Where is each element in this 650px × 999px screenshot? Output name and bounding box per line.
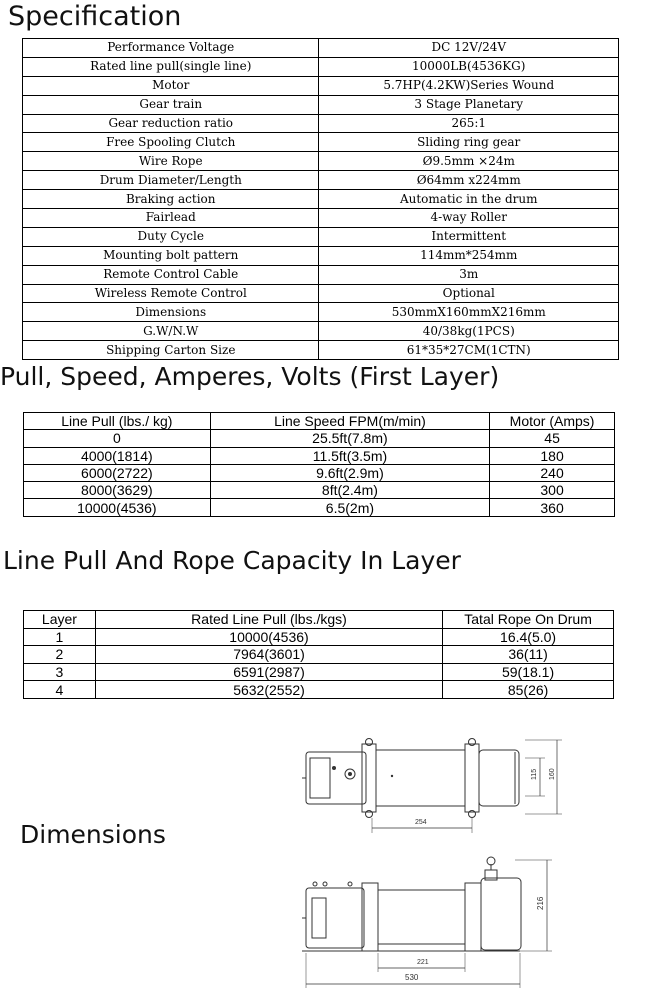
rope-capacity-title: Line Pull And Rope Capacity In Layer: [3, 546, 461, 575]
motor-amps-cell: 360: [490, 499, 615, 516]
spec-label: Duty Cycle: [23, 227, 319, 246]
spec-row: [23, 322, 619, 341]
table-header-row: [24, 413, 615, 430]
spec-label: Motor: [23, 76, 319, 95]
total-rope-cell: 16.4(5.0): [443, 628, 614, 646]
spec-row: [23, 39, 619, 58]
side-view-height-label: 216: [536, 896, 545, 910]
spec-row: [23, 133, 619, 152]
table-row: [24, 482, 615, 499]
header-rated-line-pull: Rated Line Pull (lbs./kgs): [95, 611, 442, 629]
spec-value: Ø64mm x224mm: [319, 171, 619, 190]
spec-value: Automatic in the drum: [319, 190, 619, 209]
spec-label: Performance Voltage: [23, 39, 319, 58]
rated-line-pull-cell: 5632(2552): [95, 681, 442, 699]
spec-label: Free Spooling Clutch: [23, 133, 319, 152]
motor-amps-cell: 240: [490, 464, 615, 481]
spec-row: [23, 227, 619, 246]
spec-row: [23, 57, 619, 76]
total-rope-cell: 59(18.1): [443, 663, 614, 681]
spec-row: [23, 76, 619, 95]
spec-value: DC 12V/24V: [319, 39, 619, 58]
line-pull-cell: 4000(1814): [24, 447, 211, 464]
spec-value: Intermittent: [319, 227, 619, 246]
winch-side-view-drawing: [300, 848, 560, 990]
line-speed-cell: 25.5ft(7.8m): [210, 430, 489, 447]
spec-row: [23, 190, 619, 209]
spec-value: 61*35*27CM(1CTN): [319, 341, 619, 360]
layer-cell: 1: [24, 628, 96, 646]
table-row: [24, 663, 614, 681]
line-pull-cell: 8000(3629): [24, 482, 211, 499]
spec-value: Optional: [319, 284, 619, 303]
spec-label: Mounting bolt pattern: [23, 246, 319, 265]
header-total-rope: Tatal Rope On Drum: [443, 611, 614, 629]
spec-value: 3 Stage Planetary: [319, 95, 619, 114]
rated-line-pull-cell: 7964(3601): [95, 646, 442, 664]
spec-value: 5.7HP(4.2KW)Series Wound: [319, 76, 619, 95]
spec-row: [23, 246, 619, 265]
total-rope-cell: 85(26): [443, 681, 614, 699]
pull-speed-title: Pull, Speed, Amperes, Volts (First Layer): [0, 362, 500, 391]
line-speed-cell: 6.5(2m): [210, 499, 489, 516]
table-row: [24, 499, 615, 516]
spec-value: Ø9.5mm ×24m: [319, 152, 619, 171]
header-layer: Layer: [24, 611, 96, 629]
rated-line-pull-cell: 10000(4536): [95, 628, 442, 646]
spec-row: [23, 303, 619, 322]
table-row: [24, 646, 614, 664]
top-view-width-label: 254: [415, 819, 427, 826]
table-header-row: [24, 611, 614, 629]
line-pull-cell: 6000(2722): [24, 464, 211, 481]
side-view-overall-width-label: 530: [405, 973, 419, 982]
spec-row: [23, 114, 619, 133]
spec-label: Wire Rope: [23, 152, 319, 171]
spec-value: 4-way Roller: [319, 209, 619, 228]
spec-row: [23, 209, 619, 228]
spec-label: Shipping Carton Size: [23, 341, 319, 360]
spec-value: 40/38kg(1PCS): [319, 322, 619, 341]
motor-amps-cell: 180: [490, 447, 615, 464]
rope-capacity-table: [23, 610, 614, 699]
specification-title: Specification: [8, 1, 182, 32]
spec-row: [23, 341, 619, 360]
table-row: [24, 430, 615, 447]
motor-amps-cell: 45: [490, 430, 615, 447]
spec-value: 10000LB(4536KG): [319, 57, 619, 76]
table-row: [24, 628, 614, 646]
spec-value: Sliding ring gear: [319, 133, 619, 152]
layer-cell: 2: [24, 646, 96, 664]
line-speed-cell: 9.6ft(2.9m): [210, 464, 489, 481]
spec-label: Fairlead: [23, 209, 319, 228]
table-row: [24, 447, 615, 464]
spec-label: G.W/N.W: [23, 322, 319, 341]
line-speed-cell: 8ft(2.4m): [210, 482, 489, 499]
line-speed-cell: 11.5ft(3.5m): [210, 447, 489, 464]
spec-row: [23, 171, 619, 190]
pull-speed-table: [23, 412, 615, 517]
top-view-outer-height-label: 160: [549, 768, 556, 780]
motor-amps-cell: 300: [490, 482, 615, 499]
spec-value: 530mmX160mmX216mm: [319, 303, 619, 322]
layer-cell: 4: [24, 681, 96, 699]
spec-value: 3m: [319, 265, 619, 284]
spec-label: Gear train: [23, 95, 319, 114]
rated-line-pull-cell: 6591(2987): [95, 663, 442, 681]
spec-value: 114mm*254mm: [319, 246, 619, 265]
spec-row: [23, 284, 619, 303]
table-row: [24, 681, 614, 699]
header-motor-amps: Motor (Amps): [490, 413, 615, 430]
line-pull-cell: 0: [24, 430, 211, 447]
spec-label: Wireless Remote Control: [23, 284, 319, 303]
specification-table: [22, 38, 619, 360]
layer-cell: 3: [24, 663, 96, 681]
spec-label: Remote Control Cable: [23, 265, 319, 284]
top-view-inner-height-label: 115: [531, 768, 538, 780]
side-view-inner-width-label: 221: [417, 959, 429, 966]
spec-label: Dimensions: [23, 303, 319, 322]
spec-label: Gear reduction ratio: [23, 114, 319, 133]
spec-value: 265:1: [319, 114, 619, 133]
header-line-speed: Line Speed FPM(m/min): [210, 413, 489, 430]
header-line-pull: Line Pull (lbs./ kg): [24, 413, 211, 430]
spec-row: [23, 95, 619, 114]
spec-row: [23, 152, 619, 171]
spec-row: [23, 265, 619, 284]
spec-label: Rated line pull(single line): [23, 57, 319, 76]
table-row: [24, 464, 615, 481]
spec-label: Braking action: [23, 190, 319, 209]
dimensions-title: Dimensions: [20, 820, 166, 849]
line-pull-cell: 10000(4536): [24, 499, 211, 516]
winch-top-view-drawing: [300, 738, 570, 843]
total-rope-cell: 36(11): [443, 646, 614, 664]
spec-label: Drum Diameter/Length: [23, 171, 319, 190]
